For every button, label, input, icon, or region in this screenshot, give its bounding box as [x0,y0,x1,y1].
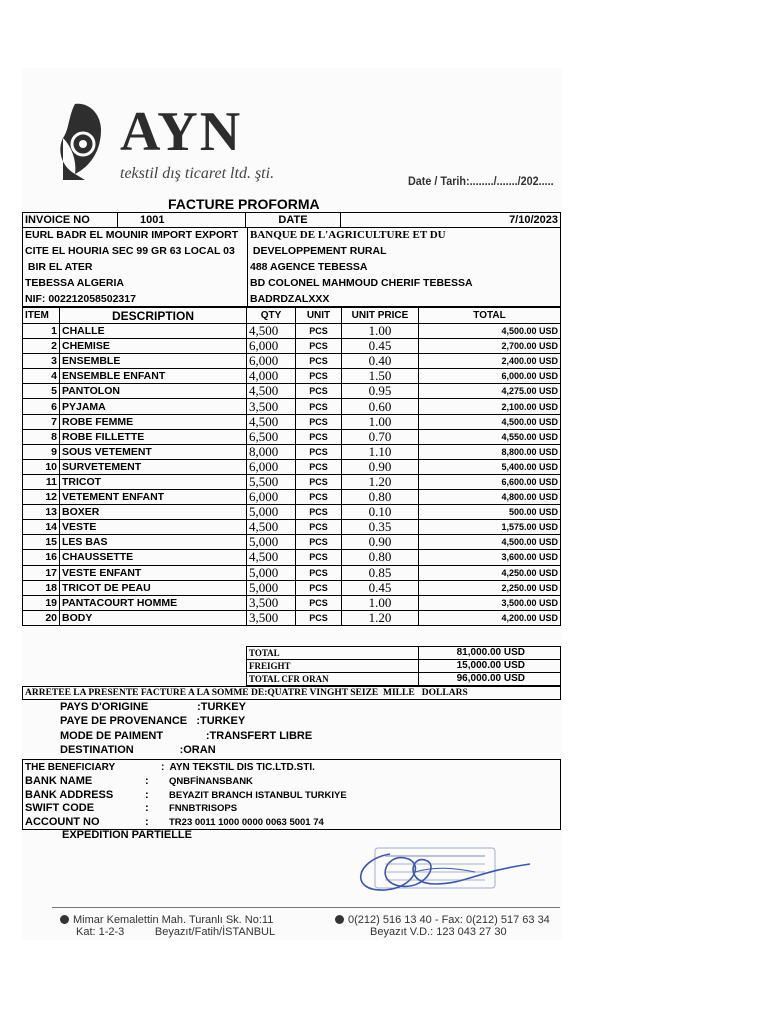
table-row [23,369,561,384]
item-number: 18 [23,580,60,595]
item-qty: 4,500 [247,520,296,535]
bank-address-label: BANK ADDRESS [25,789,114,801]
beneficiary-value: : AYN TEKSTIL DIS TIC.LTD.STI. [161,762,315,773]
item-total: 3,500.00 USD [419,595,561,610]
item-description: TRICOT [60,474,247,489]
item-number: 1 [23,324,60,339]
item-number: 9 [23,444,60,459]
item-number: 7 [23,414,60,429]
item-number: 20 [23,610,60,625]
items-table [22,307,561,626]
item-number: 2 [23,339,60,354]
item-description: SURVETEMENT [60,459,247,474]
freight-value: 15,000.00 USD [419,660,561,673]
bank-address-value: BEYAZIT BRANCH ISTANBUL TURKIYE [169,790,347,801]
swift-value: FNNBTRISOPS [169,803,238,814]
item-unit-price: 0.10 [342,505,419,520]
table-row [23,414,561,429]
table-row [23,565,561,580]
item-number: 3 [23,354,60,369]
amount-in-words: ARRETEE LA PRESENTE FACTURE A LA SOMME DE:QUATRE VINGHT SEIZE MILLE DOLLARS [22,686,561,700]
destination-line: DESTINATION :ORAN [60,744,216,756]
item-total: 4,500.00 USD [419,414,561,429]
item-description: VETEMENT ENFANT [60,490,247,505]
table-row [23,429,561,444]
item-unit: PCS [296,610,342,625]
item-description: ENSEMBLE ENFANT [60,369,247,384]
table-row [23,384,561,399]
account-label: ACCOUNT NO [25,816,100,828]
buyer-line: EURL BADR EL MOUNIR IMPORT EXPORT [25,229,239,241]
col-description: DESCRIPTION [60,308,247,324]
item-number: 6 [23,399,60,414]
item-unit: PCS [296,505,342,520]
provenance-line: PAYE DE PROVENANCE :TURKEY [60,715,246,727]
item-number: 17 [23,565,60,580]
item-unit: PCS [296,414,342,429]
table-row [23,610,561,625]
item-description: CHALLE [60,324,247,339]
totals-table [246,646,561,686]
item-total: 1,575.00 USD [419,520,561,535]
item-unit-price: 0.90 [342,535,419,550]
item-qty: 3,500 [247,399,296,414]
footer-address [60,914,273,926]
item-qty: 4,500 [247,550,296,565]
item-description: ROBE FEMME [60,414,247,429]
item-number: 8 [23,429,60,444]
item-unit: PCS [296,444,342,459]
item-unit-price: 0.80 [342,490,419,505]
bank-info-line: BANQUE DE L'AGRICULTURE ET DU [250,229,446,241]
item-unit: PCS [296,580,342,595]
item-unit: PCS [296,490,342,505]
colon: : [145,775,149,787]
item-total: 4,800.00 USD [419,490,561,505]
item-unit: PCS [296,339,342,354]
item-total: 6,000.00 USD [419,369,561,384]
item-total: 4,500.00 USD [419,535,561,550]
bank-name-value: QNBFİNANSBANK [169,776,253,787]
item-total: 2,100.00 USD [419,399,561,414]
item-unit-price: 1.50 [342,369,419,384]
item-unit: PCS [296,459,342,474]
item-unit: PCS [296,429,342,444]
item-qty: 5,000 [247,505,296,520]
invoice-no-value: 1001 [118,213,246,228]
beneficiary-label: THE BENEFICIARY [25,762,116,773]
colon: : [145,789,149,801]
col-total: TOTAL [419,308,561,324]
stamp-signature-icon [345,842,545,898]
table-row [23,324,561,339]
item-total: 4,200.00 USD [419,610,561,625]
item-description: PYJAMA [60,399,247,414]
item-total: 8,800.00 USD [419,444,561,459]
item-description: CHEMISE [60,339,247,354]
item-description: LES BAS [60,535,247,550]
parties-block [22,227,561,307]
freight-label: FREIGHT [247,660,419,673]
date-label: DATE [246,213,341,228]
invoice-header-table [22,212,561,228]
invoice-no-label: INVOICE NO [23,213,118,228]
buyer-line: TEBESSA ALGERIA [25,277,124,289]
item-unit: PCS [296,474,342,489]
item-unit-price: 0.70 [342,429,419,444]
phone-icon [335,915,344,924]
item-qty: 5,000 [247,580,296,595]
buyer-nif: NIF: 002212058502317 [25,293,136,305]
item-number: 11 [23,474,60,489]
item-qty: 6,000 [247,459,296,474]
item-unit: PCS [296,399,342,414]
item-unit-price: 0.80 [342,550,419,565]
beneficiary-block [22,759,561,830]
item-description: CHAUSSETTE [60,550,247,565]
item-description: ROBE FILLETTE [60,429,247,444]
item-unit: PCS [296,520,342,535]
item-total: 2,250.00 USD [419,580,561,595]
item-description: SOUS VETEMENT [60,444,247,459]
item-description: PANTACOURT HOMME [60,595,247,610]
item-total: 4,500.00 USD [419,324,561,339]
item-unit-price: 1.00 [342,595,419,610]
item-number: 12 [23,490,60,505]
item-total: 3,600.00 USD [419,550,561,565]
date-value: 7/10/2023 [341,213,561,228]
col-item: ITEM [23,308,60,324]
item-unit: PCS [296,535,342,550]
item-number: 4 [23,369,60,384]
bank-info-line: DEVELOPPEMENT RURAL [250,245,387,257]
bank-info-line: 488 AGENCE TEBESSA [250,261,368,273]
location-icon [60,915,69,924]
table-row [23,474,561,489]
items-body [23,324,561,626]
item-qty: 4,500 [247,384,296,399]
item-total: 2,400.00 USD [419,354,561,369]
col-unit-price: UNIT PRICE [342,308,419,324]
item-unit: PCS [296,324,342,339]
footer-address-2: Kat: 1-2-3 Beyazıt/Fatih/İSTANBUL [76,926,276,938]
item-description: ENSEMBLE [60,354,247,369]
item-number: 14 [23,520,60,535]
table-row [23,339,561,354]
buyer-line: BIR EL ATER [25,261,93,273]
item-unit: PCS [296,369,342,384]
footer-phone-text: 0(212) 516 13 40 - Fax: 0(212) 517 63 34 [348,914,550,926]
table-row [23,595,561,610]
total-label: TOTAL [247,647,419,660]
buyer-line: CITE EL HOURIA SEC 99 GR 63 LOCAL 03 [25,245,235,257]
item-total: 4,250.00 USD [419,565,561,580]
item-unit-price: 0.90 [342,459,419,474]
item-qty: 6,500 [247,429,296,444]
item-qty: 4,500 [247,414,296,429]
item-total: 4,550.00 USD [419,429,561,444]
table-row [23,520,561,535]
cfr-value: 96,000.00 USD [419,673,561,686]
bank-info-line: BADRDZALXXX [250,293,330,305]
account-value: TR23 0011 1000 0000 0063 5001 74 [169,817,324,828]
item-total: 2,700.00 USD [419,339,561,354]
item-total: 6,600.00 USD [419,474,561,489]
swift-label: SWIFT CODE [25,802,95,814]
item-qty: 6,000 [247,490,296,505]
origin-line: PAYS D'ORIGINE :TURKEY [60,701,246,713]
item-number: 16 [23,550,60,565]
footer-phone [335,914,550,926]
payment-line: MODE DE PAIMENT :TRANSFERT LIBRE [60,730,313,742]
item-number: 5 [23,384,60,399]
item-unit-price: 1.00 [342,324,419,339]
bird-logo-icon [55,100,119,182]
item-number: 19 [23,595,60,610]
footer-divider [52,907,560,908]
item-description: VESTE [60,520,247,535]
table-row [23,399,561,414]
item-qty: 3,500 [247,610,296,625]
date-line: Date / Tarih:......../......./202..... [408,174,554,188]
cfr-label: TOTAL CFR ORAN [247,673,419,686]
item-unit-price: 1.00 [342,414,419,429]
bank-name-label: BANK NAME [25,775,93,787]
item-description: BOXER [60,505,247,520]
table-row [23,505,561,520]
item-unit-price: 0.85 [342,565,419,580]
logo-text: AYN [120,101,243,163]
item-qty: 3,500 [247,595,296,610]
item-unit-price: 0.40 [342,354,419,369]
item-qty: 5,500 [247,474,296,489]
footer-tax: Beyazıt V.D.: 123 043 27 30 [370,926,507,938]
total-value: 81,000.00 USD [419,647,561,660]
colon: : [145,816,149,828]
item-unit-price: 0.35 [342,520,419,535]
col-unit: UNIT [296,308,342,324]
colon: : [145,802,149,814]
item-unit-price: 0.45 [342,580,419,595]
item-unit: PCS [296,550,342,565]
document-title: FACTURE PROFORMA [168,196,320,212]
footer-address-text: Mimar Kemalettin Mah. Turanlı Sk. No:11 [73,914,274,926]
item-unit-price: 0.60 [342,399,419,414]
item-qty: 6,000 [247,354,296,369]
item-unit-price: 1.10 [342,444,419,459]
item-qty: 8,000 [247,444,296,459]
item-total: 500.00 USD [419,505,561,520]
item-description: TRICOT DE PEAU [60,580,247,595]
item-number: 10 [23,459,60,474]
item-description: BODY [60,610,247,625]
item-qty: 4,000 [247,369,296,384]
parties-divider [247,228,248,306]
item-unit: PCS [296,354,342,369]
col-qty: QTY [247,308,296,324]
table-row [23,550,561,565]
logo-subtitle: tekstil dış ticaret ltd. şti. [120,165,275,182]
item-total: 5,400.00 USD [419,459,561,474]
item-unit-price: 0.95 [342,384,419,399]
bank-info-line: BD COLONEL MAHMOUD CHERIF TEBESSA [250,277,473,289]
item-unit-price: 0.45 [342,339,419,354]
item-unit: PCS [296,595,342,610]
table-row [23,580,561,595]
item-qty: 5,000 [247,535,296,550]
table-row [23,490,561,505]
item-unit: PCS [296,384,342,399]
table-row [23,459,561,474]
item-unit-price: 1.20 [342,610,419,625]
table-row [23,354,561,369]
item-number: 13 [23,505,60,520]
item-qty: 4,500 [247,324,296,339]
table-row [23,535,561,550]
item-description: VESTE ENFANT [60,565,247,580]
item-unit: PCS [296,565,342,580]
item-qty: 5,000 [247,565,296,580]
item-number: 15 [23,535,60,550]
item-total: 4,275.00 USD [419,384,561,399]
item-unit-price: 1.20 [342,474,419,489]
table-row [23,444,561,459]
item-qty: 6,000 [247,339,296,354]
item-description: PANTOLON [60,384,247,399]
expedition-note: EXPEDITION PARTIELLE [62,829,192,841]
